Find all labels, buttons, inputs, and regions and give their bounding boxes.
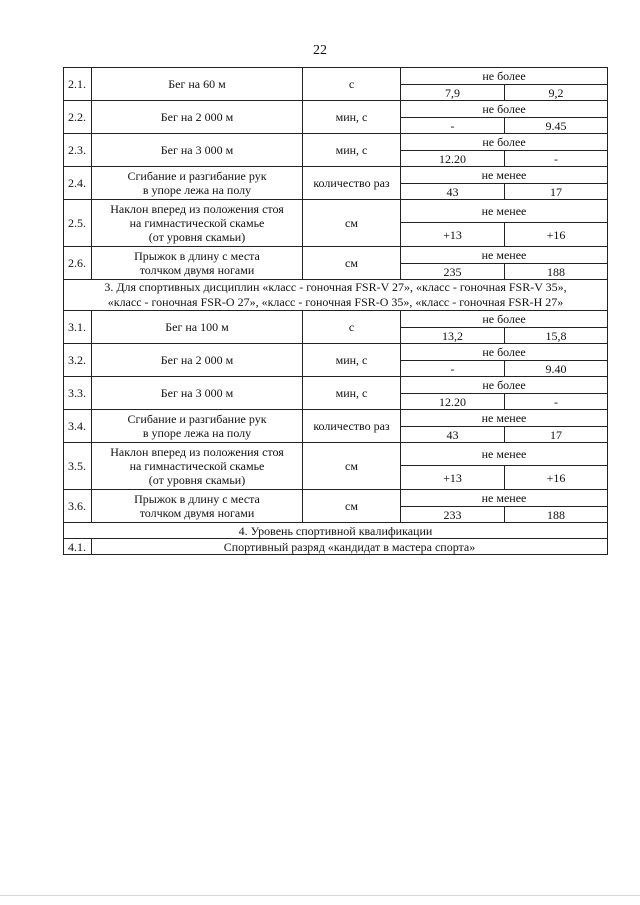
value-women: 17 bbox=[505, 427, 608, 443]
value-women: +16 bbox=[505, 466, 608, 490]
value-men: +13 bbox=[401, 466, 505, 490]
exercise-name bbox=[92, 311, 303, 344]
table-row bbox=[64, 311, 608, 328]
condition: не менее bbox=[401, 247, 608, 264]
exercise-name-line: Наклон вперед из положения стоя bbox=[110, 445, 284, 459]
norms-table bbox=[63, 67, 608, 555]
section-4-header: 4. Уровень спортивной квалификации bbox=[64, 523, 608, 539]
condition: не менее bbox=[401, 167, 608, 184]
exercise-name-line: в упоре лежа на полу bbox=[142, 183, 252, 197]
value-women: 9,2 bbox=[505, 85, 608, 101]
exercise-name bbox=[92, 167, 303, 200]
table-row bbox=[64, 377, 608, 394]
condition: не более bbox=[401, 134, 608, 151]
value-men: 235 bbox=[401, 264, 505, 280]
exercise-name bbox=[92, 344, 303, 377]
exercise-number: 3.5. bbox=[64, 443, 92, 490]
exercise-number: 2.5. bbox=[64, 200, 92, 247]
table-row bbox=[64, 200, 608, 223]
unit: см bbox=[303, 490, 401, 523]
unit: с bbox=[303, 68, 401, 101]
unit: см bbox=[303, 247, 401, 280]
exercise-number: 3.4. bbox=[64, 410, 92, 443]
value-men: 233 bbox=[401, 507, 505, 523]
exercise-name-line: Прыжок в длину с места bbox=[134, 492, 260, 506]
exercise-name-line: Бег на 2 000 м bbox=[160, 110, 234, 124]
condition: не более bbox=[401, 101, 608, 118]
exercise-name bbox=[92, 134, 303, 167]
value-women: 17 bbox=[505, 184, 608, 200]
condition: не менее bbox=[401, 410, 608, 427]
exercise-name-line: Сгибание и разгибание рук bbox=[127, 169, 267, 183]
exercise-number: 3.1. bbox=[64, 311, 92, 344]
exercise-name bbox=[92, 410, 303, 443]
exercise-name-line: Бег на 2 000 м bbox=[160, 353, 234, 367]
condition: не более bbox=[401, 311, 608, 328]
condition: не более bbox=[401, 68, 608, 85]
table-row bbox=[64, 134, 608, 151]
exercise-name-line: на гимнастической скамье bbox=[129, 459, 265, 473]
page-number: 22 bbox=[313, 43, 327, 58]
exercise-name-line: Сгибание и разгибание рук bbox=[127, 412, 267, 426]
exercise-name-line: Наклон вперед из положения стоя bbox=[110, 202, 284, 216]
table-row bbox=[64, 443, 608, 466]
exercise-name-line: Бег на 100 м bbox=[165, 320, 229, 334]
exercise-name-line: Бег на 60 м bbox=[168, 77, 226, 91]
exercise-name-line: Прыжок в длину с места bbox=[134, 249, 260, 263]
table-row bbox=[64, 410, 608, 427]
exercise-name-line: толчком двумя ногами bbox=[139, 506, 255, 520]
table-row bbox=[64, 344, 608, 361]
value-men: 43 bbox=[401, 184, 505, 200]
unit: количество раз bbox=[303, 167, 401, 200]
exercise-number: 2.1. bbox=[64, 68, 92, 101]
exercise-name bbox=[92, 101, 303, 134]
value-women: 9.45 bbox=[505, 118, 608, 134]
value-women: 15,8 bbox=[505, 328, 608, 344]
value-women: 188 bbox=[505, 264, 608, 280]
value-women: +16 bbox=[505, 223, 608, 247]
unit: мин, с bbox=[303, 101, 401, 134]
value-women: 188 bbox=[505, 507, 608, 523]
value-men: 7,9 bbox=[401, 85, 505, 101]
table-row bbox=[64, 539, 608, 555]
section-header-line: 3. Для спортивных дисциплин «класс - гоночная FSR-V 27», «класс - гоночная FSR-V 35», bbox=[104, 280, 567, 294]
value-men: 12.20 bbox=[401, 151, 505, 167]
unit: количество раз bbox=[303, 410, 401, 443]
qualification-text: Спортивный разряд «кандидат в мастера спорта» bbox=[92, 539, 608, 555]
table-row bbox=[64, 490, 608, 507]
condition: не более bbox=[401, 377, 608, 394]
exercise-name bbox=[92, 443, 303, 490]
exercise-number: 2.3. bbox=[64, 134, 92, 167]
exercise-number: 3.3. bbox=[64, 377, 92, 410]
condition: не менее bbox=[401, 490, 608, 507]
unit: см bbox=[303, 443, 401, 490]
unit: с bbox=[303, 311, 401, 344]
section-header-row bbox=[64, 523, 608, 539]
condition: не более bbox=[401, 344, 608, 361]
exercise-name bbox=[92, 490, 303, 523]
exercise-name-line: толчком двумя ногами bbox=[139, 263, 255, 277]
unit: см bbox=[303, 200, 401, 247]
value-women: - bbox=[505, 151, 608, 167]
exercise-name bbox=[92, 247, 303, 280]
exercise-name-line: в упоре лежа на полу bbox=[142, 426, 252, 440]
exercise-name-line: (от уровня скамьи) bbox=[148, 230, 246, 244]
unit: мин, с bbox=[303, 377, 401, 410]
exercise-name bbox=[92, 200, 303, 247]
page-bottom-edge bbox=[0, 895, 640, 896]
value-men: - bbox=[401, 118, 505, 134]
qualification-number: 4.1. bbox=[64, 539, 92, 555]
exercise-name-line: (от уровня скамьи) bbox=[148, 473, 246, 487]
exercise-number: 3.2. bbox=[64, 344, 92, 377]
exercise-name-line: Бег на 3 000 м bbox=[160, 386, 234, 400]
section-header-line: «класс - гоночная FSR-O 27», «класс - гоночная FSR-O 35», «класс - гоночная FSR-H 27» bbox=[107, 295, 564, 309]
condition: не менее bbox=[401, 200, 608, 223]
table-row bbox=[64, 68, 608, 85]
condition: не менее bbox=[401, 443, 608, 466]
exercise-name bbox=[92, 377, 303, 410]
exercise-number: 3.6. bbox=[64, 490, 92, 523]
table-row bbox=[64, 101, 608, 118]
value-men: - bbox=[401, 361, 505, 377]
section-3-header bbox=[64, 280, 608, 311]
table-row bbox=[64, 167, 608, 184]
unit: мин, с bbox=[303, 344, 401, 377]
value-men: 43 bbox=[401, 427, 505, 443]
table-row bbox=[64, 247, 608, 264]
exercise-number: 2.6. bbox=[64, 247, 92, 280]
section-header-row bbox=[64, 280, 608, 311]
exercise-name-line: Бег на 3 000 м bbox=[160, 143, 234, 157]
exercise-name-line: на гимнастической скамье bbox=[129, 216, 265, 230]
exercise-name bbox=[92, 68, 303, 101]
value-men: 12.20 bbox=[401, 394, 505, 410]
value-women: 9.40 bbox=[505, 361, 608, 377]
value-women: - bbox=[505, 394, 608, 410]
value-men: +13 bbox=[401, 223, 505, 247]
value-men: 13,2 bbox=[401, 328, 505, 344]
unit: мин, с bbox=[303, 134, 401, 167]
exercise-number: 2.2. bbox=[64, 101, 92, 134]
exercise-number: 2.4. bbox=[64, 167, 92, 200]
